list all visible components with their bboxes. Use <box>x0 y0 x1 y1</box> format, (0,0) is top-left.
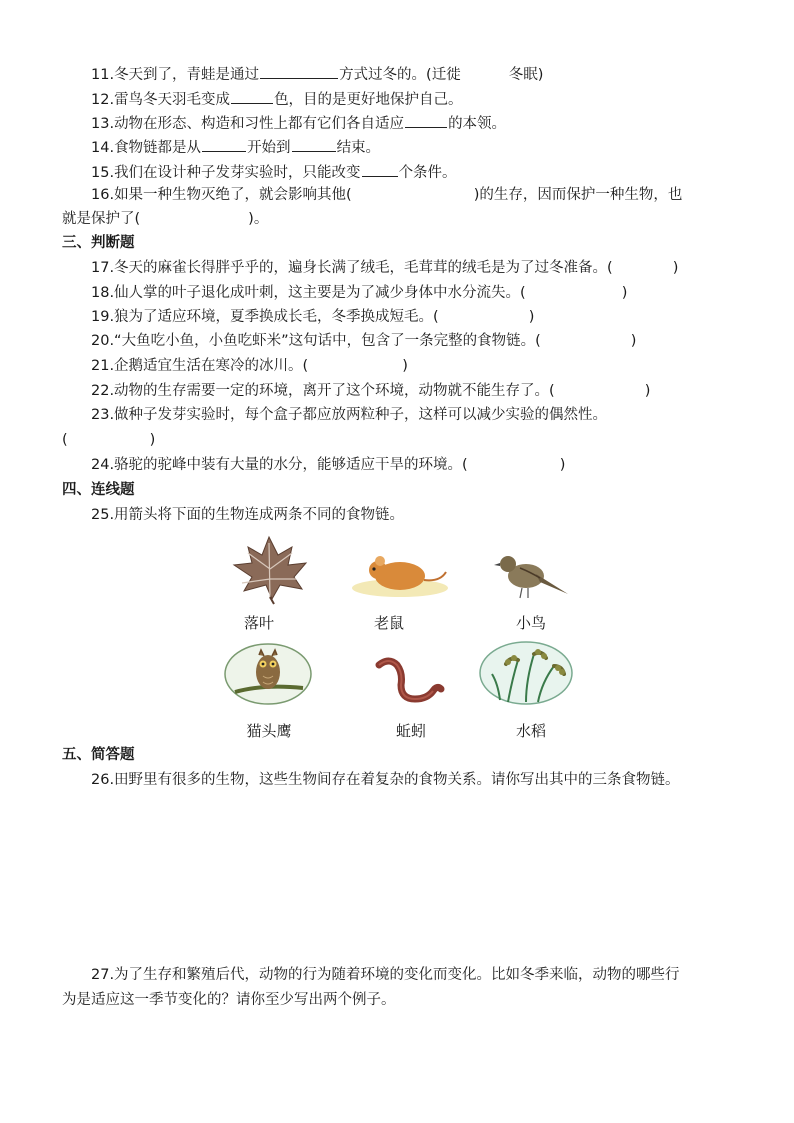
question-27: 27.为了生存和繁殖后代，动物的行为随着环境的变化而变化。比如冬季来临，动物的哪些行 <box>91 967 680 983</box>
mouse-image[interactable] <box>350 548 450 598</box>
question-25: 25.用箭头将下面的生物连成两条不同的食物链。 <box>91 507 405 523</box>
question-15: 15.我们在设计种子发芽实验时，只能改变 个条件。 <box>91 160 457 183</box>
question-21: 21.企鹅适宜生活在寒冷的冰川。( ) <box>91 358 408 374</box>
question-27-cont: 为是适应这一季节变化的？请你至少写出两个例子。 <box>62 992 396 1008</box>
small-bird-image[interactable] <box>490 548 570 602</box>
organism-label-mouse: 老鼠 <box>373 614 404 632</box>
question-20: 20.“大鱼吃小鱼，小鱼吃虾米”这句话中，包含了一条完整的食物链。( ) <box>91 333 637 349</box>
question-14: 14.食物链都是从 开始到 结束。 <box>91 135 380 158</box>
question-16: 16.如果一种生物灭绝了，就会影响其他( )的生存，因而保护一种生物，也 <box>91 187 683 203</box>
answer-blank[interactable] <box>260 62 338 79</box>
question-23-cont: ( ) <box>62 432 156 448</box>
section-heading-short-answer: 五、简答题 <box>62 747 135 763</box>
fallen-leaf-image[interactable] <box>226 533 312 605</box>
section-heading-judge: 三、判断题 <box>62 235 135 251</box>
section-heading-matching: 四、连线题 <box>62 482 135 498</box>
organism-label-bird: 小鸟 <box>515 614 546 632</box>
question-17: 17.冬天的麻雀长得胖乎乎的，遍身长满了绒毛，毛茸茸的绒毛是为了过冬准备。( ) <box>91 260 679 276</box>
organism-label-owl: 猫头鹰 <box>246 722 292 740</box>
question-23: 23.做种子发芽实验时，每个盒子都应放两粒种子，这样可以减少实验的偶然性。 <box>91 407 608 423</box>
answer-blank[interactable] <box>231 87 273 104</box>
organism-label-leaf: 落叶 <box>243 614 274 632</box>
question-13: 13.动物在形态、构造和习性上都有它们各自适应 的本领。 <box>91 111 506 134</box>
question-18: 18.仙人掌的叶子退化成叶刺，这主要是为了减少身体中水分流失。( ) <box>91 285 628 301</box>
question-26: 26.田野里有很多的生物，这些生物间存在着复杂的食物关系。请你写出其中的三条食物链。 <box>91 772 680 788</box>
answer-blank[interactable] <box>362 160 398 177</box>
question-16-cont: 就是保护了( )。 <box>62 211 269 227</box>
answer-blank[interactable] <box>405 111 447 128</box>
rice-plant-image[interactable] <box>478 640 574 706</box>
question-11: 11.冬天到了，青蛙是通过 方式过冬的。(迁徙 冬眠) <box>91 62 543 85</box>
question-24: 24.骆驼的驼峰中装有大量的水分，能够适应干旱的环境。( ) <box>91 457 566 473</box>
organism-label-rice: 水稻 <box>515 722 546 740</box>
question-19: 19.狼为了适应环境，夏季换成长毛，冬季换成短毛。( ) <box>91 309 535 325</box>
answer-blank[interactable] <box>202 135 246 152</box>
owl-image[interactable] <box>223 642 313 706</box>
earthworm-image[interactable] <box>375 655 445 705</box>
answer-blank[interactable] <box>292 135 336 152</box>
organism-label-earthworm: 蚯蚓 <box>395 722 426 740</box>
question-22: 22.动物的生存需要一定的环境，离开了这个环境，动物就不能生存了。( ) <box>91 383 651 399</box>
question-12: 12.雷鸟冬天羽毛变成 色，目的是更好地保护自己。 <box>91 87 463 110</box>
